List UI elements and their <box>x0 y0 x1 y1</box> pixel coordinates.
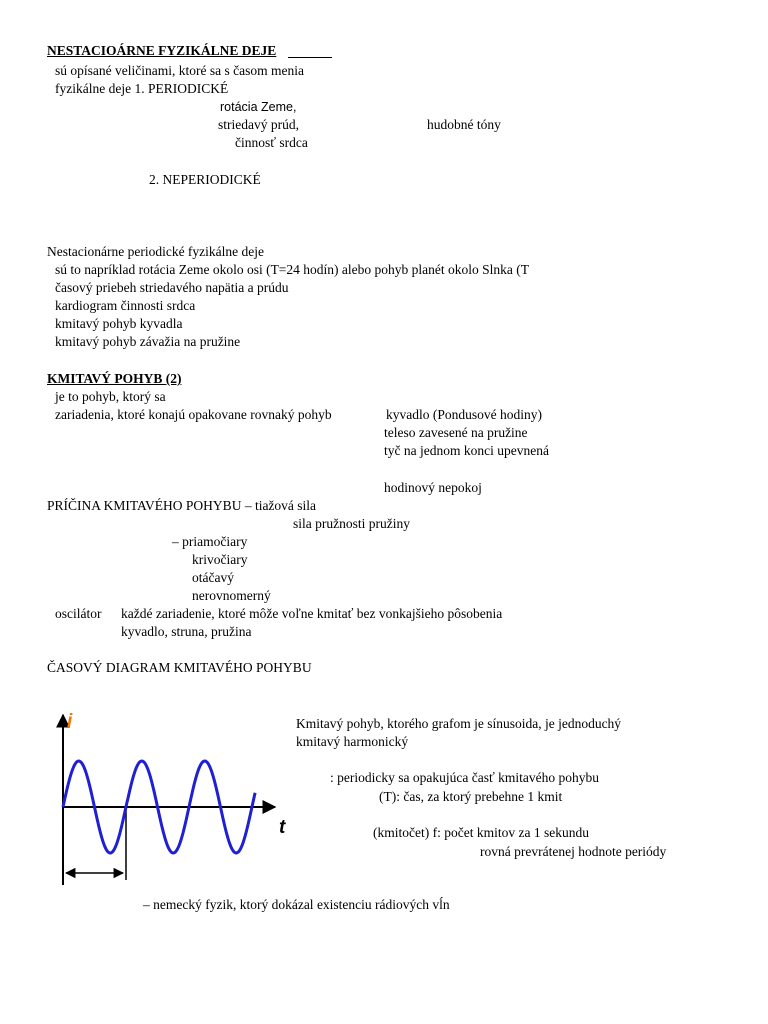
sine-wave-diagram <box>0 0 300 890</box>
periodic-label: fyzikálne deje 1. PERIODICKÉ <box>55 81 229 96</box>
section-heading-oscillation: KMITAVÝ POHYB (2) <box>47 371 182 386</box>
motion-type: – priamočiary <box>172 534 248 549</box>
nonperiodic-label: 2. NEPERIODICKÉ <box>149 172 261 187</box>
device-example: tyč na jednom konci upevnená <box>384 443 549 458</box>
intro-line: sú opísané veličinami, ktoré sa s časom menia <box>55 63 304 78</box>
periodic-example-line: kmitavý pohyb závažia na pružine <box>55 334 241 349</box>
hertz-definition: – nemecký fyzik, ktorý dokázal existenciu rádiových vĺn <box>143 897 450 912</box>
y-axis-label: i <box>67 711 73 732</box>
cause-line: PRÍČINA KMITAVÉHO POHYBU – tiažová sila <box>47 498 317 513</box>
example-alternating-current: striedavý prúd, <box>218 117 299 132</box>
example-earth-rotation: rotácia Zeme, <box>220 100 297 114</box>
cause-line-2: sila pružnosti pružiny <box>293 516 410 531</box>
period-T-definition: (T): čas, za ktorý prebehne 1 kmit <box>379 789 563 804</box>
example-heart-activity: činnosť srdca <box>235 135 308 150</box>
device-example: kyvadlo (Pondusové hodiny) <box>386 407 542 422</box>
periodic-processes-heading: Nestacionárne periodické fyzikálne deje <box>47 244 265 259</box>
oscillator-term: oscilátor <box>55 606 102 621</box>
clock-escapement: hodinový nepokoj <box>384 480 482 495</box>
oscillator-examples: kyvadlo, struna, pružina <box>121 624 252 639</box>
motion-type: otáčavý <box>192 570 234 585</box>
time-diagram-heading: ČASOVÝ DIAGRAM KMITAVÉHO POHYBU <box>47 660 312 675</box>
x-axis-label: t <box>279 817 286 838</box>
period-definition: : periodicky sa opakujúca časť kmitavého pohybu <box>330 770 599 785</box>
harmonic-description: Kmitavý pohyb, ktorého grafom je sínusoida, je jednoduchý <box>296 716 622 731</box>
periodic-example-line: kardiogram činnosti srdca <box>55 298 196 313</box>
oscillation-def-line: zariadenia, ktoré konajú opakovane rovnaký pohyb <box>55 407 332 422</box>
oscillation-def-line: je to pohyb, ktorý sa <box>55 389 166 404</box>
frequency-definition-2: rovná prevrátenej hodnote periódy <box>480 844 667 859</box>
harmonic-description-2: kmitavý harmonický <box>296 734 409 749</box>
periodic-example-line: časový priebeh striedavého napätia a prúdu <box>55 280 289 295</box>
motion-type: krivočiary <box>192 552 248 567</box>
device-example: teleso zavesené na pružine <box>384 425 528 440</box>
example-music-tones: hudobné tóny <box>427 117 501 132</box>
oscillator-definition: každé zariadenie, ktoré môže voľne kmitať bez vonkajšieho pôsobenia <box>121 606 503 621</box>
motion-type: nerovnomerný <box>192 588 271 603</box>
periodic-example-line: sú to napríklad rotácia Zeme okolo osi (T=24 hodín) alebo pohyb planét okolo Slnka (T <box>55 262 530 277</box>
frequency-definition: (kmitočet) f: počet kmitov za 1 sekundu <box>373 825 589 840</box>
section-heading-nonstationary: NESTACIOÁRNE FYZIKÁLNE DEJE <box>47 43 277 58</box>
periodic-example-line: kmitavý pohyb kyvadla <box>55 316 183 331</box>
